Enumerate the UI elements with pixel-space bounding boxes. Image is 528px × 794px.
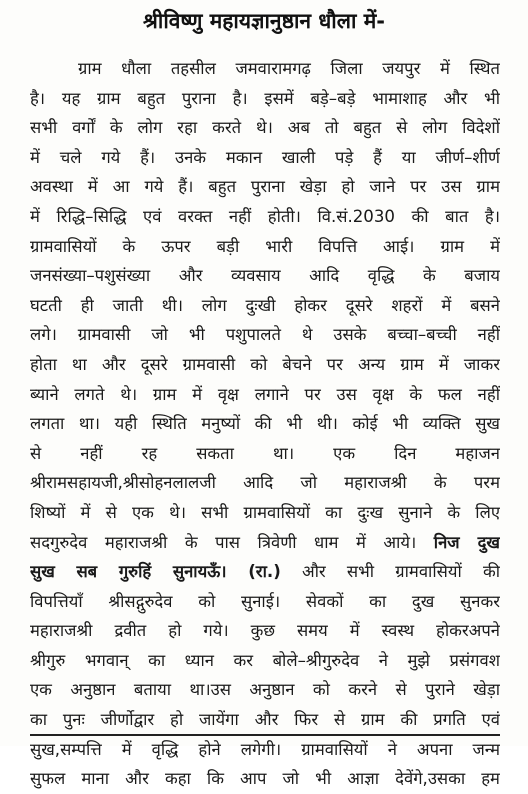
text-line: का पुनः जीर्णोद्वार हो जायेंगा और फिर से ग्राम की प्रगति एवं bbox=[30, 710, 500, 730]
bottom-rule-divider bbox=[30, 734, 500, 736]
text-line: सुफल माना और कहा कि आप जो भी आज्ञा देवेंगे,उसका हम bbox=[30, 769, 500, 789]
text-line: में रिद्धि–सिद्धि एवं वरक्त नहीं होती। वि.सं.2030 की बात है। bbox=[30, 206, 500, 226]
text-line: सभी वर्गों के लोग रहा करते थे। अब तो बहुत से लोग विदेशों bbox=[30, 118, 500, 138]
text-line: से नहीं रह सकता था। एक दिन महाजन bbox=[30, 443, 500, 463]
text-line: ग्रामवासियों के ऊपर बड़ी भारी विपत्ति आई। ग्राम में bbox=[30, 236, 500, 256]
quote-text: सुख सब गुरुहिं सुनायऊँ। (रा.) bbox=[30, 562, 281, 582]
text-line: लगे। ग्रामवासी जो भी पशुपालते थे उसके बच्चा–बच्ची नहीं bbox=[30, 325, 500, 345]
text-line: शिष्यों में से एक थे। सभी ग्रामवासियों का दुःख सुनाने के लिए bbox=[30, 502, 500, 522]
text-line: विपत्तियाँ श्रीसद्गुरुदेव को सुनाई। सेवकों का दुख सुनकर bbox=[30, 591, 500, 611]
body-text bbox=[30, 54, 500, 794]
text-line: ग्राम धौला तहसील जमवारामगढ़ जिला जयपुर में स्थित bbox=[78, 59, 500, 78]
text-run: सदगुरुदेव महाराजश्री के पास त्रिवेणी धाम में आये। bbox=[30, 532, 417, 552]
text-run: और सभी ग्रामवासियों की bbox=[301, 562, 500, 582]
text-line: लगता था। यही स्थिति मनुष्यों की भी थी। कोई भी व्यक्ति सुख bbox=[30, 414, 500, 434]
page-title: श्रीविष्णु महायज्ञानुष्ठान धौला में- bbox=[143, 9, 385, 33]
text-line: में चले गये हैं। उनके मकान खाली पड़े हैं या जीर्ण–शीर्ण bbox=[30, 147, 500, 167]
text-line: घटती ही जाती थी। लोग दुःखी होकर दूसरे शहरों में बसने bbox=[30, 295, 500, 315]
text-line: श्रीरामसहायजी,श्रीसोहनलालजी आदि जो महाराजश्री के परम bbox=[30, 473, 500, 493]
text-line: है। यह ग्राम बहुत पुराना है। इसमें बड़े–बड़े भामाशाह और भी bbox=[30, 88, 500, 108]
text-line-with-quote bbox=[30, 528, 500, 558]
text-line: सुख,सम्पत्ति में वृद्धि होने लगेगी। ग्रामवासियों ने अपना जन्म bbox=[30, 739, 500, 759]
text-line: ब्याने लगते थे। ग्राम में वृक्ष लगाने पर उस वृक्ष के फल नहीं bbox=[30, 384, 500, 404]
text-line: श्रीगुरु भगवान् का ध्यान कर बोले–श्रीगुरुदेव ने मुझे प्रसंगवश bbox=[30, 650, 500, 670]
text-line: महाराजश्री द्रवीत हो गये। कुछ समय में स्वस्थ होकरअपने bbox=[30, 621, 500, 641]
text-line: होता था और दूसरे ग्रामवासी को बेचने पर अन्य ग्राम में जाकर bbox=[30, 354, 500, 374]
text-line: एक अनुष्ठान बताया था।उस अनुष्ठान को करने से पुराने खेड़ा bbox=[30, 680, 500, 700]
text-line-with-quote bbox=[30, 557, 500, 587]
text-line: जनसंख्या–पशुसंख्या और व्यवसाय आदि वृद्धि के बजाय bbox=[30, 266, 500, 286]
text-line: अवस्था में आ गये हैं। बहुत पुराना खेड़ा हो जाने पर उस ग्राम bbox=[30, 177, 500, 197]
quote-text: निज दुख bbox=[433, 532, 500, 552]
